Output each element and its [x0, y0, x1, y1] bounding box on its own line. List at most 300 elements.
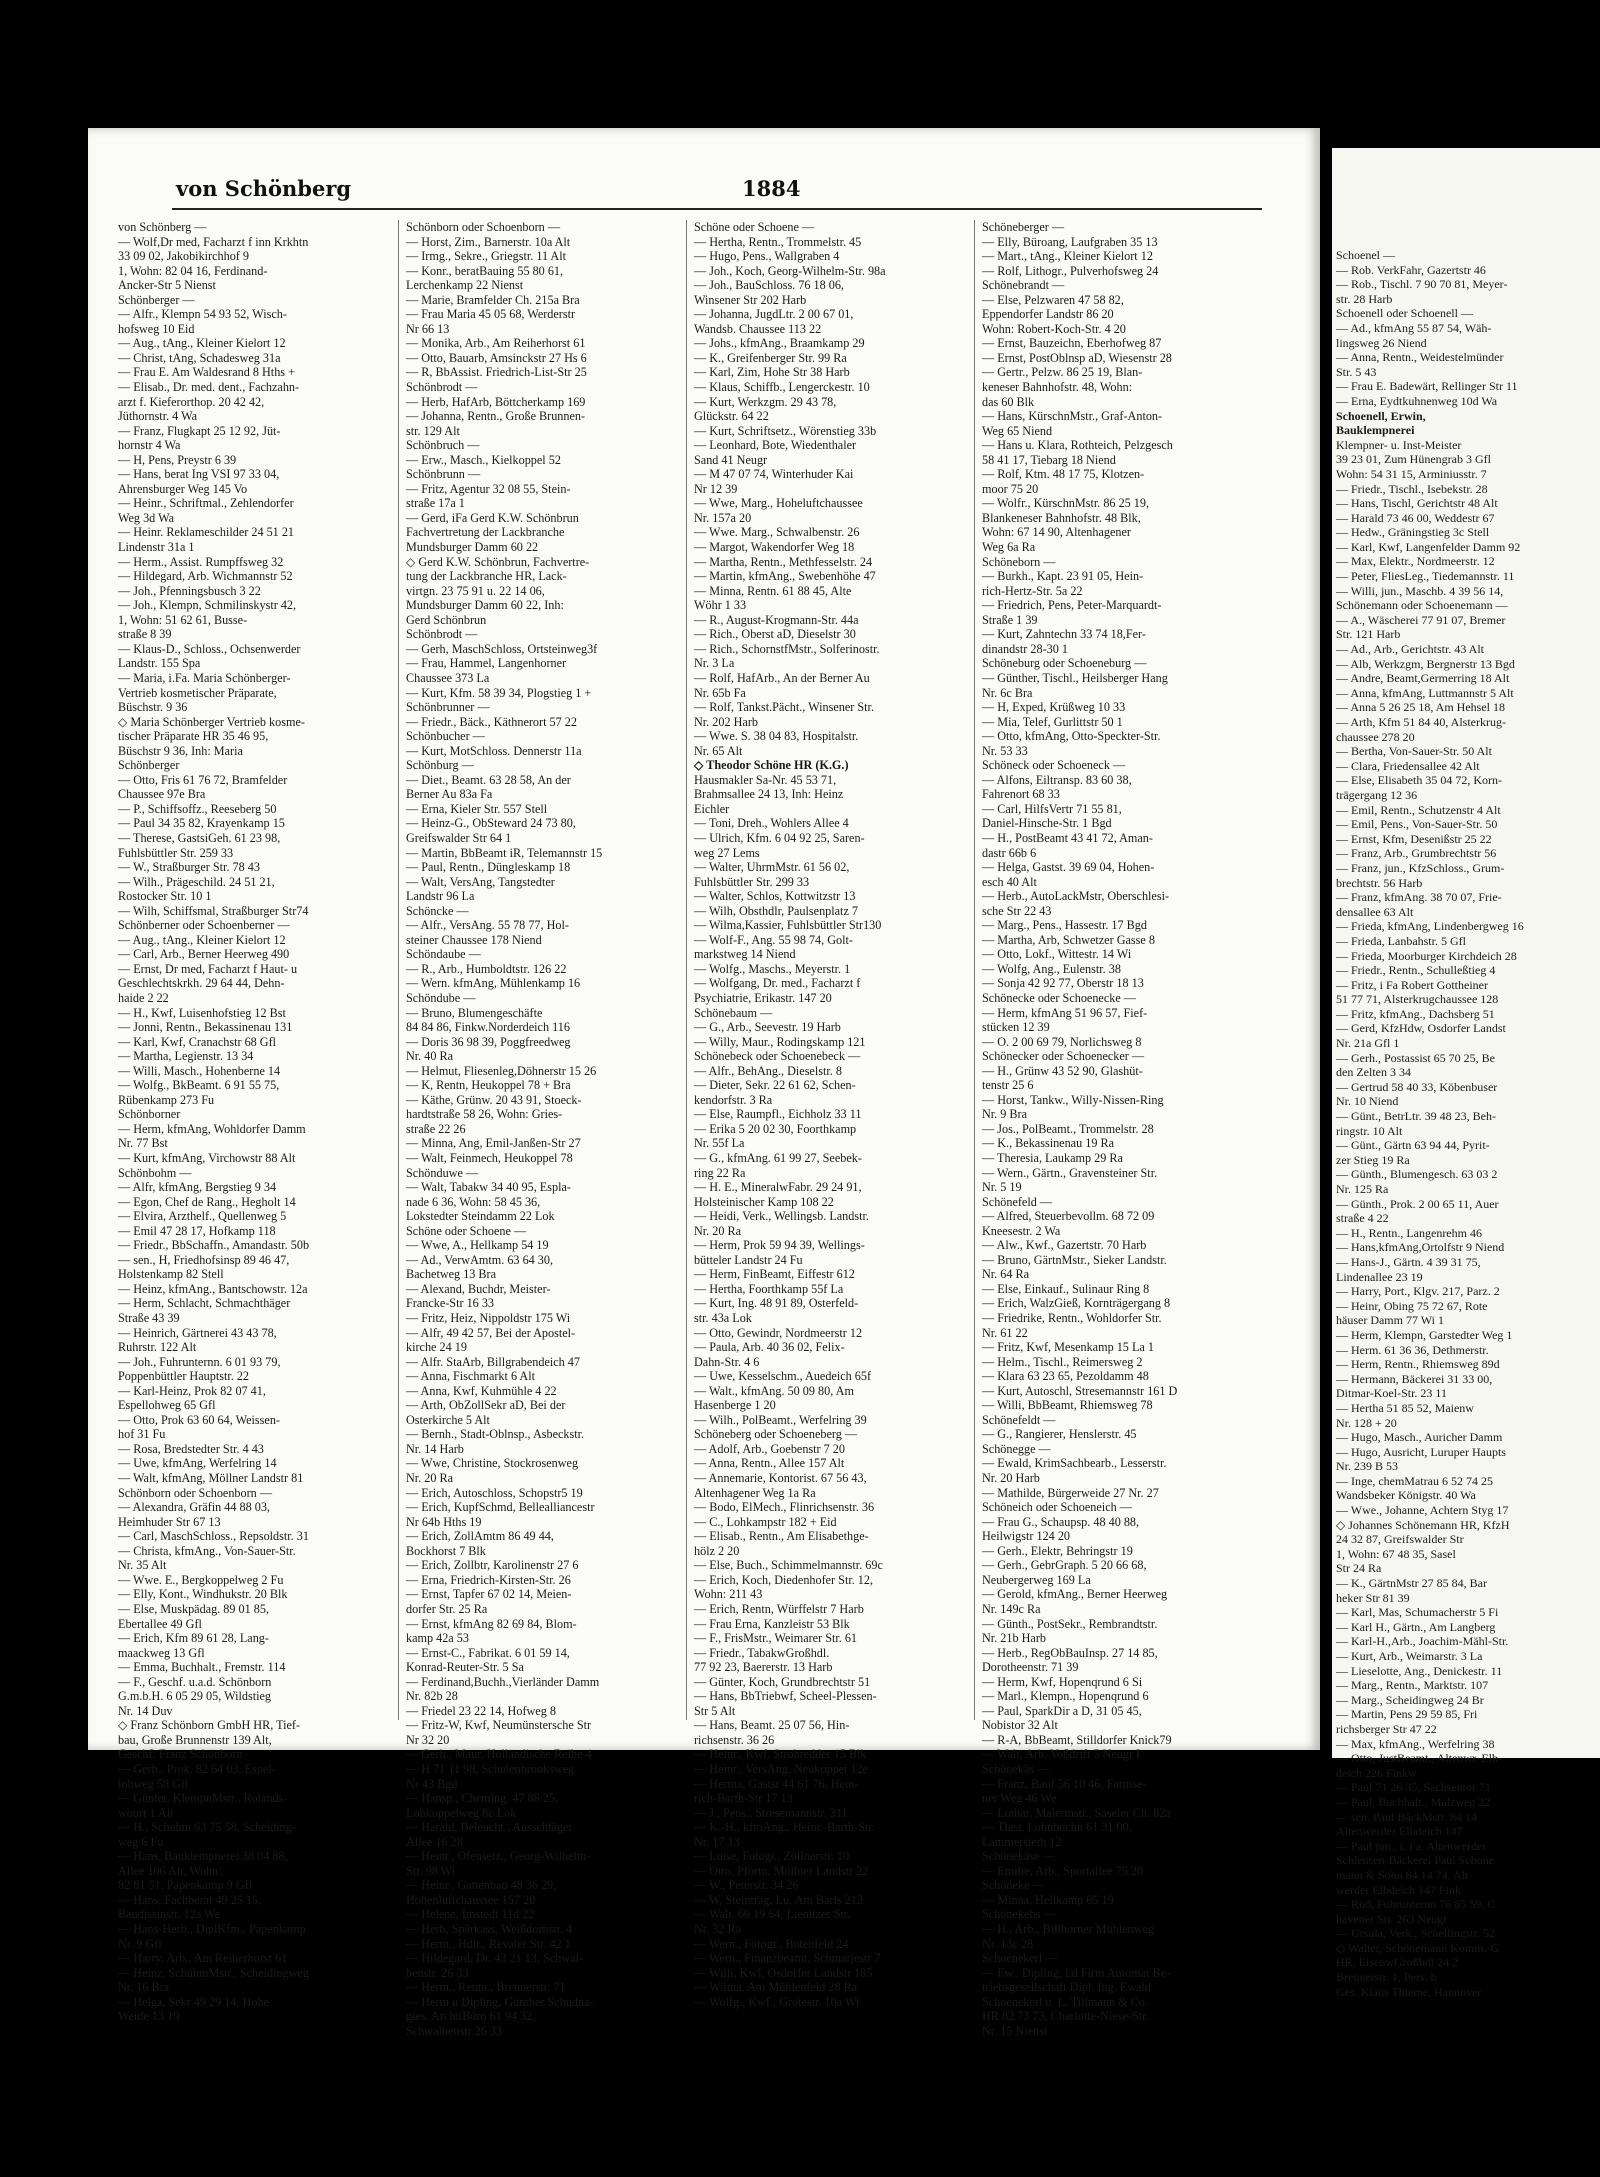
- listing-entry-line: — Otto, Fris 61 76 72, Bramfelder: [118, 772, 288, 787]
- listing-entry-line: — Klara 63 23 65, Pezoldamm 48: [982, 1369, 1149, 1384]
- listing-entry-line: — P., Schiffsoffz., Reeseberg 50: [118, 801, 277, 816]
- surname-heading: Schönbucher —: [406, 729, 485, 744]
- listing-entry-line: — Paul, Buchhalt., Malzweg 22: [1336, 1794, 1491, 1809]
- listing-entry-line: — Gertr., Pelzw. 86 25 19, Blan-: [982, 365, 1143, 380]
- entry-continuation-line: Nr. 16 Bra: [118, 1980, 170, 1995]
- listing-entry-line: — Wolfr., KürschnMstr. 86 25 19,: [982, 496, 1150, 511]
- listing-entry-line: — Hugo, Masch., Auricher Damm: [1336, 1430, 1503, 1445]
- listing-entry-line: — H., Schuhm 63 75 58, Scheiding-: [118, 1820, 296, 1835]
- listing-entry-line: — Helga, Sekr 49 29 14, Hohe: [118, 1994, 269, 2009]
- entry-continuation-line: keneser Bahnhofstr. 48, Wohn:: [982, 380, 1133, 395]
- listing-entry-line: — Christ, tAng, Schadesweg 31a: [118, 350, 281, 365]
- listing-entry-line: — Harald 73 46 00, Weddestr 67: [1336, 510, 1495, 525]
- entry-continuation-line: straße 22 26: [406, 1121, 466, 1136]
- listing-entry-line: — Horst, Zim., Barnerstr. 10a Alt: [406, 234, 571, 249]
- listing-entry-line: — Else, Buch., Schimmelmannstr. 69c: [694, 1558, 883, 1573]
- entry-continuation-line: Poppenbüttler Hauptstr. 22: [118, 1369, 250, 1384]
- entry-continuation-line: häuser Damm 77 Wi 1: [1336, 1313, 1444, 1328]
- surname-heading: Schönbrodt —: [406, 380, 478, 395]
- entry-continuation-line: Büschstr. 9 36: [118, 700, 188, 715]
- surname-heading: Schöneich oder Schoeneich —: [982, 1500, 1132, 1515]
- entry-continuation-line: mann & Sohn 84 14 74, Alt: [1336, 1867, 1469, 1882]
- entry-continuation-line: 1, Wohn: 67 48 35, Sasel: [1336, 1546, 1456, 1561]
- listing-entry-line: — Wwe. Marg., Schwalbenstr. 26: [694, 525, 860, 540]
- entry-continuation-line: Lokstedter Steindamm 22 Lok: [406, 1209, 555, 1224]
- listing-entry-line: — Friedr., BbSchaffn., Amandastr. 50b: [118, 1238, 310, 1253]
- entry-continuation-line: nade 6 36, Wohn: 58 45 36,: [406, 1194, 541, 1209]
- entry-continuation-line: woort 1 Alt: [118, 1805, 174, 1820]
- listing-entry-line: — Friedr., TabakwGroßhdl.: [694, 1645, 830, 1660]
- listing-entry-line: — Hans, Fachberat 49 25 15,: [118, 1892, 262, 1907]
- entry-continuation-line: Ebertallee 49 Gfl: [118, 1616, 202, 1631]
- listing-entry-line: — Hildegard, Arb. Wichmannstr 52: [118, 569, 293, 584]
- entry-continuation-line: ner Weg 46 We: [982, 1791, 1057, 1806]
- entry-continuation-line: Chaussee 373 La: [406, 670, 490, 685]
- listing-entry-line: — Walt, kfmAng, Möllner Landstr 81: [118, 1471, 304, 1486]
- listing-entry-line: — Wern., Fotogr., Butenfeld 24: [694, 1936, 849, 1951]
- entry-continuation-line: den Zelten 3 34: [1336, 1065, 1411, 1080]
- listing-entry-line: — Erich, ZollAmtm 86 49 44,: [406, 1529, 554, 1544]
- listing-entry-line: — Wilh, Obsthdlr, Paulsenplatz 7: [694, 903, 858, 918]
- surname-heading: Schöndaube —: [406, 947, 481, 962]
- entry-continuation-line: Nr. 13c 28: [982, 1936, 1034, 1951]
- listing-entry-line: — Harry, Port., Klgv. 217, Parz. 2: [1336, 1284, 1500, 1299]
- listing-entry-line: — Ewald, KrimSachbearb., Lesserstr.: [982, 1456, 1167, 1471]
- listing-entry-line: — Wern., Gärtn., Gravensteiner Str.: [982, 1165, 1158, 1180]
- listing-entry-line: — Erich, WalzGieß, Kornträgergang 8: [982, 1296, 1171, 1311]
- listing-entry-line: — Martha, Legienstr. 13 34: [118, 1049, 254, 1064]
- entry-continuation-line: Hasenberge 1 20: [694, 1398, 776, 1413]
- listing-entry-line: — Paul, Rentn., Düngleskamp 18: [406, 860, 571, 875]
- entry-continuation-line: sche Str 22 43: [982, 903, 1052, 918]
- listing-entry-line: — Minna, Hellkamp 65 19: [982, 1892, 1114, 1907]
- listing-entry-line: — Anna, Rentn., Allee 157 Alt: [694, 1456, 845, 1471]
- listing-entry-line: — Rob. VerkFahr, Gazertstr 46: [1336, 262, 1486, 277]
- listing-entry-line: — Fritz, Kwf, Mesenkamp 15 La 1: [982, 1340, 1154, 1355]
- listing-entry-line: — Herm., Assist. Rumpffsweg 32: [118, 554, 284, 569]
- listing-entry-line: — Arth, Kfm 51 84 40, Alsterkrug-: [1336, 715, 1506, 729]
- listing-entry-line: — Wilh, Schiffsmal, Straßburger Str74: [118, 903, 309, 918]
- listing-entry-line: — Alfr, kfmAng, Bergstieg 9 34: [118, 1180, 277, 1195]
- entry-continuation-line: hornstr 4 Wa: [118, 438, 181, 453]
- listing-entry-line: — Herm, Rentn., Rhiemsweg 89d: [1336, 1357, 1500, 1372]
- listing-entry-line: — Max, kfmAng., Werfelring 38: [1336, 1736, 1495, 1751]
- listing-entry-line: — Hildegard, Dr. 43 21 13, Schwal-: [406, 1951, 584, 1966]
- listing-entry-line: — Therese, GastsiGeh. 61 23 98,: [118, 830, 281, 845]
- listing-entry-line: — Carl, Arb., Berner Heerweg 490: [118, 947, 290, 962]
- listing-entry-line: — Dieter, Sekr. 22 61 62, Schen-: [694, 1078, 856, 1093]
- listing-entry-line: — Else, Pelzwaren 47 58 82,: [982, 292, 1124, 307]
- surname-heading: Schönbruch —: [406, 438, 480, 453]
- entry-continuation-line: das 60 Blk: [982, 394, 1035, 409]
- listing-entry-line: — Emil, Pens., Von-Sauer-Str. 50: [1336, 817, 1498, 832]
- entry-continuation-line: Fahrenort 68 33: [982, 787, 1060, 802]
- entry-continuation-line: Nr. 20 Ra: [406, 1471, 454, 1486]
- listing-entry-line: — Hans,kfmAng,Ortolfstr 9 Niend: [1336, 1240, 1505, 1255]
- listing-entry-line: — Friedrike, Rentn., Wohldorfer Str.: [982, 1311, 1162, 1326]
- entry-continuation-line: Landstr. 155 Spa: [118, 656, 201, 671]
- listing-entry-line: — Heinr, Obing 75 72 67, Rote: [1336, 1298, 1488, 1313]
- listing-entry-line: — Friedr., Rentn., Schulleßtieg 4: [1336, 963, 1496, 978]
- entry-continuation-line: Fachvertretung der Lackbranche: [406, 525, 565, 540]
- entry-continuation-line: maackweg 13 Gfl: [118, 1645, 205, 1660]
- listing-entry-line: — Ernst, PostOblnsp aD, Wiesenstr 28: [982, 350, 1172, 365]
- entry-continuation-line: Allee 16 28: [406, 1834, 463, 1849]
- listing-entry-line: — Wern., Finanzbeamt, Schmarjestr 7: [694, 1951, 881, 1966]
- listing-entry-line: — Frau G., Schaupsp. 48 40 88,: [982, 1514, 1140, 1529]
- listing-entry-line: — Paul jun., i. Fa. Altenwerder: [1336, 1838, 1487, 1853]
- surname-heading: Schönecke oder Schoenecke —: [982, 990, 1136, 1005]
- surname-heading: Schöneburg oder Schoeneburg —: [982, 656, 1147, 671]
- listing-entry-line: — Otto, Lokf., Wittestr. 14 Wi: [982, 947, 1132, 962]
- entry-continuation-line: Landstr 96 La: [406, 889, 475, 904]
- listing-entry-line: — Herb, Spärkass, Weißdornstr. 4: [406, 1921, 573, 1936]
- entry-continuation-line: Str. 121 Harb: [1336, 627, 1401, 642]
- listing-entry-line: — Marie, Bramfelder Ch. 215a Bra: [406, 292, 580, 307]
- listing-entry-line: — Martin, kfmAng., Swebenhöhe 47: [694, 569, 876, 584]
- surname-heading: Schönberger —: [118, 292, 195, 307]
- listing-entry-line: — Günter, Koch, Grundbrechtstr 51: [694, 1674, 871, 1689]
- entry-continuation-line: dastr 66b 6: [982, 845, 1037, 860]
- listing-entry-line: — Hans-J., Gärtn. 4 39 31 75,: [1336, 1254, 1481, 1269]
- surname-heading: Schönebaum —: [694, 1005, 773, 1020]
- listing-entry-line: — Frau Maria 45 05 68, Werderstr: [406, 307, 576, 322]
- listing-entry-line: — Franz, jun., KfzSchloss., Grum-: [1336, 860, 1505, 875]
- entry-continuation-line: Espellohweg 65 Gfl: [118, 1398, 216, 1413]
- listing-entry-line: — Doris 36 98 39, Poggfreedweg: [406, 1034, 571, 1049]
- listing-entry-line: — Martha, Arb, Schwetzer Gasse 8: [982, 932, 1155, 947]
- listing-entry-line: — Günter, KlempnMstr., Rolands-: [118, 1791, 288, 1806]
- listing-entry-line: — Paula, Arb. 40 36 02, Felix-: [694, 1340, 845, 1355]
- firm-entry-line: ◇ Johannes Schönemann HR, KfzH: [1336, 1517, 1510, 1532]
- listing-entry-line: — Fritz, i Fa Robert Gottheiner: [1336, 977, 1488, 992]
- entry-continuation-line: 1, Wohn: 82 04 16, Ferdinand-: [118, 263, 268, 278]
- listing-entry-line: — Hans-Herb., DiplKfm., Papenkamp: [118, 1921, 306, 1936]
- entry-continuation-line: tung der Lackbranche HR, Lack-: [406, 569, 567, 584]
- entry-continuation-line: Osterkirche 5 Alt: [406, 1412, 490, 1427]
- listing-entry-line: — Erich, Kfm 89 61 28, Lang-: [118, 1631, 269, 1646]
- entry-continuation-line: 24 32 87, Greifswalder Str: [1336, 1532, 1464, 1547]
- listing-entry-line: — Ew., Dipling, i.d Firm Automat Be-: [982, 1965, 1171, 1980]
- listing-entry-line: — Kurt, Ing. 48 91 89, Osterfeld-: [694, 1296, 859, 1311]
- listing-entry-line: — Helga, Gastst. 39 69 04, Hohen-: [982, 860, 1155, 875]
- listing-entry-line: — Joh., Pfenningsbusch 3 22: [118, 583, 261, 598]
- entry-continuation-line: Geschf: Franz Schönborn: [118, 1747, 243, 1762]
- entry-continuation-line: Nr. 20 Harb: [982, 1471, 1040, 1486]
- listing-entry-line: — Rosa, Bredstedter Str. 4 43: [118, 1441, 264, 1456]
- listing-entry-line: — Kurt, MotSchloss. Dennerstr 11a: [406, 743, 582, 758]
- entry-continuation-line: HR 82 73 73, Charlotte-Niese-Str.: [982, 2009, 1149, 2024]
- listing-entry-line: — Rich., SchornstfMstr., Solferinostr.: [694, 641, 880, 656]
- entry-continuation-line: Brahmsallee 24 13, Inh: Heinz: [694, 787, 844, 802]
- listing-entry-line: — R, BbAssist. Friedrich-List-Str 25: [406, 365, 587, 380]
- listing-entry-line: — Carl, HilfsVertr 71 55 81,: [982, 801, 1122, 816]
- entry-continuation-line: hof 31 Fu: [118, 1427, 166, 1442]
- listing-entry-line: — Alfred, Steuerbevollm. 68 72 09: [982, 1209, 1155, 1224]
- entry-continuation-line: dinandstr 28-30 1: [982, 641, 1068, 656]
- listing-entry-line: — Hansp., Chemlng. 47 88 25,: [406, 1791, 558, 1806]
- listing-entry-line: — Heinz-G., ObSteward 24 73 80,: [406, 816, 576, 831]
- entry-continuation-line: Heilwigstr 124 20: [982, 1529, 1071, 1544]
- listing-entry-line: — Frieda, Moorburger Kirchdeich 28: [1336, 948, 1517, 963]
- listing-entry-line: — Max, Elektr., Nordmeerstr. 12: [1336, 554, 1495, 569]
- listing-entry-line: — Ernst, Kfm, Desenißstr 25 22: [1336, 831, 1492, 846]
- listing-entry-line: — Emilie, Arb., Sportallee 75 20: [982, 1863, 1144, 1878]
- listing-entry-line: — Walter, Schlos, Kottwitzstr 13: [694, 889, 856, 904]
- listing-entry-line: — Otto, JustBeamt., Altenwr. Elb-: [1336, 1751, 1502, 1766]
- entry-continuation-line: Winsener Str 202 Harb: [694, 292, 807, 307]
- entry-continuation-line: Str 24 Ra: [1336, 1561, 1382, 1576]
- listing-entry-line: — H., Grünw 43 52 90, Glashüt-: [982, 1063, 1143, 1078]
- listing-entry-line: — Hertha, Rentn., Trommelstr. 45: [694, 234, 862, 249]
- listing-entry-line: — Kurt, Schriftsetz., Wörenstieg 33b: [694, 423, 877, 438]
- entry-continuation-line: G.m.b.H. 6 05 29 05, Wildstieg: [118, 1689, 271, 1704]
- entry-continuation-line: arzt f. Kieferorthop. 20 42 42,: [118, 394, 265, 409]
- surname-heading: Schönduwe —: [406, 1165, 479, 1180]
- surname-heading: Schöneberg oder Schoeneberg —: [694, 1427, 858, 1442]
- listing-entry-line: — Heinr. Reklameschilder 24 51 21: [118, 525, 295, 540]
- entry-continuation-line: Neubergerweg 169 La: [982, 1572, 1091, 1587]
- listing-entry-line: — O. 2 00 69 79, Norlichsweg 8: [982, 1034, 1142, 1049]
- entry-continuation-line: markstweg 14 Niend: [694, 947, 796, 962]
- surname-heading: Schönekäs —: [982, 1761, 1050, 1776]
- listing-entry-line: — Frau Erna, Kanzleistr 53 Blk: [694, 1616, 850, 1631]
- listing-entry-line: — Herb., AutoLackMstr, Oberschlesi-: [982, 889, 1170, 904]
- listing-entry-line: — K.-H., kfmAng., Heinr.-Barth-Str.: [694, 1820, 875, 1835]
- entry-continuation-line: Nr. 40 Ra: [406, 1049, 454, 1064]
- listing-entry-line: — Ulrich, Kfm. 6 04 92 25, Saren-: [694, 830, 865, 845]
- listing-entry-line: — Herm, Prok 59 94 39, Wellings-: [694, 1238, 865, 1253]
- entry-continuation-line: Nr. 157a 20: [694, 510, 752, 525]
- listing-entry-line: — Rich., Oberst aD, Dieselstr 30: [694, 627, 856, 642]
- listing-entry-line: — Erich, KupfSchmd, Belleallіancestr: [406, 1500, 595, 1515]
- header-rule: [172, 208, 1262, 210]
- listing-entry-line: — Kurt, kfmAng, Virchowstr 88 Alt: [118, 1151, 296, 1165]
- entry-continuation-line: Heimhuder Str 67 13: [118, 1514, 221, 1529]
- listing-entry-line: — Konr., beratBauing 55 80 61,: [406, 263, 564, 278]
- entry-continuation-line: richsberger Str 47 22: [1336, 1721, 1437, 1736]
- listing-entry-line: — Marg., Rentn., Marktstr. 107: [1336, 1678, 1489, 1693]
- entry-continuation-line: Allee 106 Alt, Wohn:: [118, 1863, 222, 1878]
- listing-entry-line: — Clara, Friedensallee 42 Alt: [1336, 758, 1480, 773]
- listing-entry-line: — Karl, Kwf, Langenfelder Damm 92: [1336, 539, 1521, 554]
- surname-heading: Schönefeld —: [982, 1194, 1053, 1209]
- listing-entry-line: — W, Steinträg, Lu, Am Barls 213: [694, 1892, 863, 1907]
- page-number: 1884: [742, 176, 801, 201]
- listing-entry-line: — Friedr., Bäck., Käthnerort 57 22: [406, 714, 577, 729]
- listing-entry-line: — Günther, Tischl., Heilsberger Hang: [982, 670, 1168, 685]
- entry-continuation-line: bütteler Landstr 24 Fu: [694, 1252, 803, 1267]
- firm-entry-line: ◇ Walter, Schönemann Komm.-G: [1336, 1940, 1500, 1955]
- entry-continuation-line: Nr. 17 13: [694, 1834, 740, 1849]
- entry-continuation-line: Lohkoppelweg 8c Lok: [406, 1805, 517, 1820]
- listing-entry-line: — Gerh., Prok. 82 64 03, Espel-: [118, 1761, 276, 1776]
- listing-entry-line: — Alfr. StaArb, Billgrabendeich 47: [406, 1354, 580, 1369]
- listing-entry-line: — Marg., Pens., Hassestr. 17 Bgd: [982, 918, 1147, 933]
- entry-continuation-line: str. 28 Harb: [1336, 291, 1393, 306]
- entry-continuation-line: Wandsb. Chaussee 113 22: [694, 321, 822, 336]
- listing-entry-line: — Anna 5 26 25 18, Am Hehsel 18: [1336, 700, 1505, 715]
- listing-entry-line: — Uwe, kfmAng, Werfelring 14: [118, 1456, 277, 1471]
- entry-continuation-line: tenstr 25 6: [982, 1078, 1034, 1093]
- surname-heading: Schöne oder Schoene —: [406, 1223, 527, 1238]
- entry-continuation-line: Weg 3d Wa: [118, 510, 175, 525]
- entry-continuation-line: Eppendorfer Landstr 86 20: [982, 307, 1114, 322]
- entry-continuation-line: straße 4 22: [1336, 1211, 1389, 1226]
- listing-entry-line: — Willi, jun., Maschb. 4 39 56 14,: [1336, 583, 1504, 598]
- listing-entry-line: — H, Pens, Preystr 6 39: [118, 452, 237, 467]
- listing-entry-line: — Heinr., Gattenbau 48 36 29,: [406, 1878, 557, 1893]
- listing-entry-line: — Mia, Telef, Gurlittstr 50 1: [982, 714, 1123, 729]
- entry-continuation-line: straße 17a 1: [406, 496, 465, 511]
- entry-continuation-line: Holsteinischer Kamp 108 22: [694, 1194, 834, 1209]
- listing-entry-line: — Erich, Autoschloss, Schopstr5 19: [406, 1485, 583, 1500]
- listing-entry-line: — Frieda, kfmAng, Lindenbergweg 16: [1336, 919, 1524, 934]
- listing-entry-line: — Gerh., GebrGraph. 5 20 66 68,: [982, 1558, 1147, 1573]
- listing-entry-line: — Christa, kfmAng., Von-Sauer-Str.: [118, 1543, 296, 1558]
- listing-entry-line: — Maria, i.Fa. Maria Schönberger-: [118, 670, 291, 685]
- entry-continuation-line: Schönberger: [118, 758, 180, 773]
- listing-entry-line: — Otto, kfmAng, Otto-Speckter-Str.: [982, 729, 1161, 744]
- surname-heading: Schönberner oder Schoenberner —: [118, 918, 290, 933]
- listing-entry-line: — Ernst, Dr med, Facharzt f Haut- u: [118, 961, 298, 976]
- listing-entry-line: — Heidi, Verk., Wellingsb. Landstr.: [694, 1209, 869, 1224]
- listing-entry-line: — Gerh., Elektr, Behringstr 19: [982, 1543, 1133, 1558]
- listing-entry-line: — Hans, Bauklempnerei 38 04 88,: [118, 1849, 288, 1864]
- listing-entry-line: — Otto, Prok 63 60 64, Weissen-: [118, 1412, 280, 1427]
- entry-continuation-line: Nr 12 39: [694, 481, 738, 496]
- listing-entry-line: — Fritz, Agentur 32 08 55, Stein-: [406, 481, 571, 496]
- entry-continuation-line: Nr. 6c Bra: [982, 685, 1033, 700]
- listing-entry-line: — H. E., MineralwFabr. 29 24 91,: [694, 1180, 862, 1195]
- listing-entry-line: — Helm., Tischl., Reimersweg 2: [982, 1354, 1143, 1369]
- listing-entry-line: — Günth., Prok. 2 00 65 11, Auer: [1336, 1196, 1499, 1211]
- entry-continuation-line: Geschlechtskrkh. 29 64 44, Dehn-: [118, 976, 285, 991]
- listing-entry-line: — Gerd, KfzHdw, Osdorfer Landst: [1336, 1021, 1506, 1036]
- entry-continuation-line: kamp 42a 53: [406, 1631, 469, 1646]
- listing-entry-line: — Willy, Maur., Rodingskamp 121: [694, 1034, 866, 1049]
- listing-entry-line: — Hertha 51 85 52, Maienw: [1336, 1400, 1474, 1415]
- listing-entry-line: — Margot, Wakendorfer Weg 18: [694, 540, 855, 555]
- listing-entry-line: — Paul 34 35 82, Krayenkamp 15: [118, 816, 285, 831]
- entry-continuation-line: bau, Große Brunnenstr 139 Alt,: [118, 1732, 272, 1747]
- entry-continuation-line: Schwalbenstr 26 33: [406, 2023, 503, 2038]
- listing-entry-line: — Anna, kfmAng, Luttmannstr 5 Alt: [1336, 685, 1514, 700]
- listing-entry-line: — Luise, Fotogr., Zöllnerstr. 10: [694, 1849, 850, 1864]
- listing-entry-line: — Toni, Dreh., Wohlers Allee 4: [694, 816, 849, 831]
- listing-entry-line: — Friedrich, Pens, Peter-Marquardt-: [982, 598, 1162, 613]
- surname-heading: Schönebeck oder Schoenebeck —: [694, 1049, 861, 1064]
- listing-entry-line: — Herb., RegObBauInsp. 27 14 85,: [982, 1645, 1158, 1660]
- entry-continuation-line: Schleusen-Bäckerei Paul Schone: [1336, 1853, 1494, 1868]
- listing-entry-line: — Karl, Zim, Hohe Str 38 Harb: [694, 365, 850, 380]
- listing-entry-line: — Frau E. Am Waldesrand 8 Hths +: [118, 365, 295, 380]
- entry-continuation-line: Wohn: 54 31 15, Arminiusstr. 7: [1336, 466, 1487, 481]
- listing-entry-line: — Else, Elisabeth 35 04 72, Korn-: [1336, 773, 1502, 788]
- listing-entry-line: — Gertrud 58 40 33, Köbenbuser: [1336, 1079, 1498, 1094]
- surname-heading: Schönborn oder Schoenborn —: [406, 220, 561, 234]
- listing-entry-line: — Alfons, Eiltransp. 83 60 38,: [982, 772, 1132, 787]
- listing-entry-line: — H., Kwf, Luisenhofstieg 12 Bst: [118, 1005, 286, 1020]
- listing-entry-line: — Carl, MaschSchloss., Repsoldstr. 31: [118, 1529, 309, 1544]
- listing-entry-line: — H., Arb., Billhorner Mühlenweg: [982, 1921, 1154, 1936]
- entry-continuation-line: 84 84 86, Finkw.Norderdeich 116: [406, 1020, 570, 1035]
- listing-entry-line: — Wern. kfmAng, Mühlenkamp 16: [406, 976, 581, 991]
- entry-continuation-line: esch 40 Alt: [982, 874, 1037, 889]
- surname-heading: Schönekehs —: [982, 1907, 1056, 1922]
- surname-heading: Schöneck oder Schoeneck —: [982, 758, 1126, 773]
- entry-continuation-line: Nr. 35 Alt: [118, 1558, 167, 1573]
- listing-entry-line: — Friedel 23 22 14, Hofweg 8: [406, 1703, 556, 1718]
- entry-continuation-line: Nr. 53 33: [982, 743, 1028, 758]
- listing-entry-line: — Uwe, Kesselschm., Auedeich 65f: [694, 1369, 872, 1384]
- surname-heading: Schöndube —: [406, 990, 476, 1005]
- entry-continuation-line: rich-Hertz-Str. 5a 22: [982, 583, 1083, 598]
- listing-entry-line: — Walt. 66 19 64, Lienitzer Str.: [694, 1907, 851, 1922]
- listing-entry-line: — Willi, Masch., Hohenberne 14: [118, 1063, 281, 1078]
- listing-entry-line: — Wolfg., BkBeamt. 6 91 55 75,: [118, 1078, 280, 1093]
- entry-continuation-line: Nr. 21a Gfl 1: [1336, 1036, 1400, 1051]
- listing-entry-line: — Alfr., BehAng., Dieselstr. 8: [694, 1063, 842, 1078]
- entry-continuation-line: Nr 43 Bgd: [406, 1776, 458, 1791]
- entry-continuation-line: hardtstraße 58 26, Wohn: Gries-: [406, 1107, 563, 1122]
- entry-continuation-line: Straße 1 39: [982, 612, 1038, 627]
- listing-entry-line: — Wilma,Kassier, Fuhlsbüttler Str130: [694, 918, 882, 933]
- entry-continuation-line: Weg 65 Niend: [982, 423, 1053, 438]
- listing-entry-line: — Gerd, iFa Gerd K.W. Schönbrun: [406, 510, 579, 525]
- entry-continuation-line: tischer Präparate HR 35 46 95,: [118, 729, 269, 744]
- listing-entry-line: — Wolfg, Ang., Eulenstr. 38: [982, 961, 1121, 976]
- listing-entry-line: — Franz, Bauf 56 10 46, Farmse-: [982, 1776, 1147, 1791]
- listing-entry-line: — Kurt, Zahntechn 33 74 18,Fer-: [982, 627, 1146, 642]
- entry-continuation-line: Wohn: 211 43: [694, 1587, 763, 1602]
- directory-column-3: [694, 220, 966, 2009]
- listing-entry-line: — Kurt, Arb., Weimarstr. 3 La: [1336, 1649, 1483, 1663]
- entry-continuation-line: Dahn-Str. 4 6: [694, 1354, 760, 1369]
- listing-entry-line: — Otto, Bauarb, Amsinckstr 27 Hs 6: [406, 350, 587, 365]
- listing-entry-line: — Martha, Rentn., Methfesselstr. 24: [694, 554, 873, 569]
- listing-entry-line: — Wilh., Prägeschild. 24 51 21,: [118, 874, 275, 889]
- running-title: von Schönberg: [176, 176, 352, 201]
- listing-entry-line: — Rob., Tischl. 7 90 70 81, Meyer-: [1336, 277, 1508, 292]
- listing-entry-line: — Franz, Arb., Grumbrechtstr 56: [1336, 846, 1497, 861]
- listing-entry-line: — Wilma, Am Mühlenfeld 28 Ra: [694, 1980, 858, 1995]
- listing-entry-line: — Herm, FinBeamt, Eiffestr 612: [694, 1267, 855, 1282]
- entry-continuation-line: Hohenluftchaussee 157 20: [406, 1892, 536, 1907]
- listing-entry-line: — Herma, Gastst 44 61 76, Hein-: [694, 1776, 859, 1791]
- surname-heading: Bauklempnerei: [1336, 423, 1415, 438]
- directory-column-4: [982, 220, 1254, 2038]
- listing-entry-line: — Helene, Imstedt 11d 22: [406, 1907, 535, 1922]
- surname-heading: Schoenekerl —: [982, 1951, 1058, 1966]
- listing-entry-line: — Hans, Tischl, Gerichtstr 48 Alt: [1336, 496, 1498, 511]
- surname-heading: Schönbrodt —: [406, 627, 478, 642]
- listing-entry-line: — Alfr., Klempn 54 93 52, Wisch-: [118, 307, 287, 322]
- listing-entry-line: — Hugo, Ausricht, Luruper Haupts: [1336, 1444, 1506, 1459]
- listing-entry-line: — Fritz-W, Kwf, Neumünstersche Str: [406, 1718, 592, 1733]
- listing-entry-line: — Andre, Beamt,Germerring 18 Alt: [1336, 671, 1510, 686]
- listing-entry-line: — Gerh., Postassist 65 70 25, Be: [1336, 1050, 1495, 1065]
- listing-entry-line: — Ferdinand,Buchh.,Vierländer Damm: [406, 1674, 600, 1689]
- directory-column-1: [118, 220, 390, 2024]
- entry-continuation-line: Nr 64b Hths 19: [406, 1514, 482, 1529]
- entry-continuation-line: rich-Barth-Str 17 13: [694, 1791, 793, 1806]
- listing-entry-line: — Gerh, MaschSchloss, Ortsteinweg3f: [406, 641, 598, 656]
- listing-entry-line: — Rolf, HafArb., An der Berner Au: [694, 670, 870, 685]
- surname-heading: Schönburg —: [406, 758, 474, 773]
- entry-continuation-line: lingsweg 26 Niend: [1336, 335, 1427, 350]
- entry-continuation-line: 1, Wohn: 51 62 61, Busse-: [118, 612, 248, 627]
